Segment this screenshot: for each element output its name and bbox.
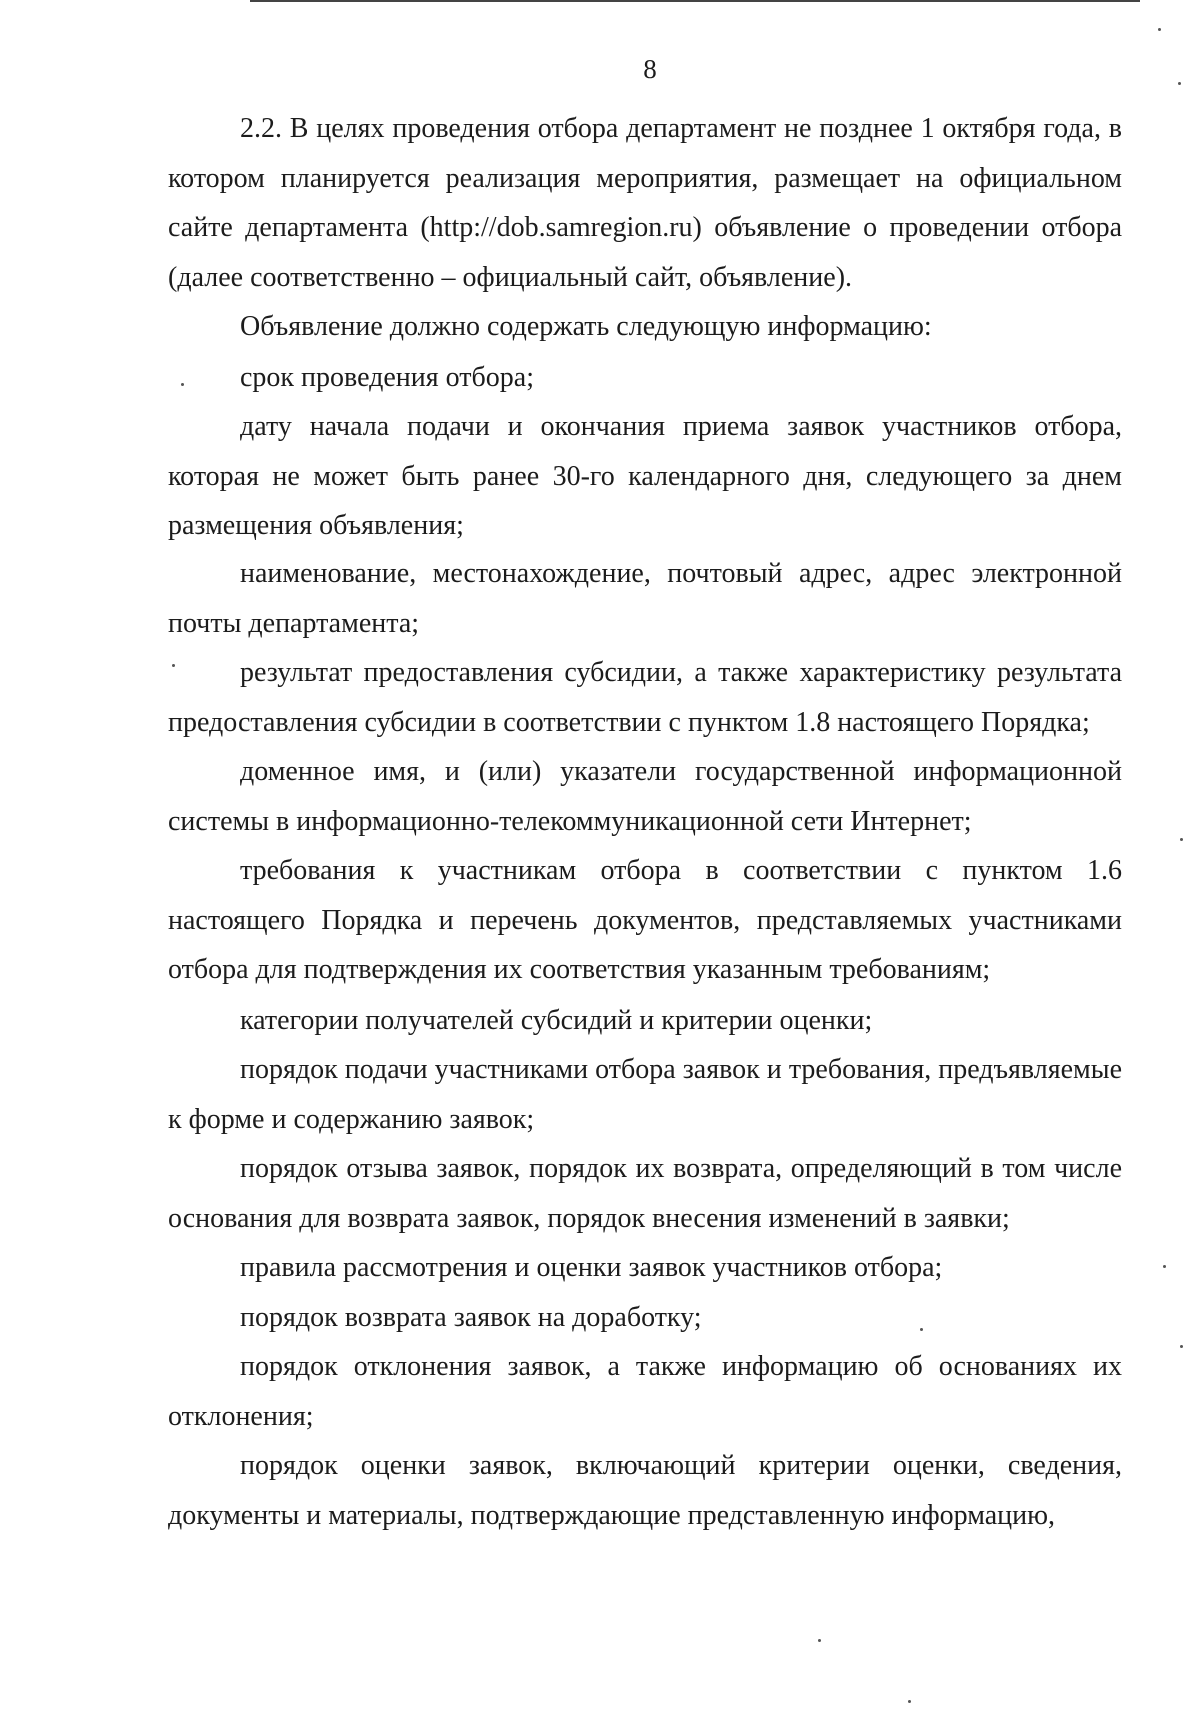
list-item-submission-procedure: порядок подачи участниками отбора заявок и требования, предъявляемые к форме и содержанию заявок;: [168, 1054, 1122, 1135]
list-item-rejection-procedure: порядок отклонения заявок, а также информацию об основаниях их отклонения;: [168, 1351, 1122, 1432]
list-item-application-dates: дату начала подачи и окончания приема заявок участников отбора, которая не может быть ранее 30-го календарного дня, следующего за днем размещения объявления;: [168, 411, 1122, 541]
scan-speck: [818, 1639, 821, 1642]
scan-speck: [1180, 838, 1183, 841]
scan-speck: [181, 383, 184, 386]
list-item-return-for-revision: порядок возврата заявок на доработку;: [240, 1302, 702, 1333]
list-item-recipient-categories: категории получателей субсидий и критерии оценки;: [240, 1005, 873, 1036]
list-item-selection-period: срок проведения отбора;: [240, 362, 534, 393]
page-number: 8: [643, 54, 657, 84]
paragraph-announcement-contents: Объявление должно содержать следующую информацию:: [240, 311, 932, 342]
scan-speck: [908, 1700, 911, 1703]
list-item-domain-name: доменное имя, и (или) указатели государственной информационной системы в информационно-телекоммуникационной сети Интернет;: [168, 756, 1122, 837]
scan-speck: [1180, 1345, 1183, 1348]
scan-speck: [172, 664, 175, 667]
top-border-line: [250, 0, 1140, 2]
list-item-review-rules: правила рассмотрения и оценки заявок участников отбора;: [240, 1252, 943, 1283]
scan-speck: [1178, 82, 1181, 85]
scan-speck: [920, 1328, 923, 1331]
scan-speck: [1163, 1265, 1166, 1268]
list-item-evaluation-procedure: порядок оценки заявок, включающий критерии оценки, сведения, документы и материалы, подтверждающие представленную информацию,: [168, 1450, 1122, 1531]
scan-speck: [1158, 28, 1161, 31]
list-item-subsidy-result: результат предоставления субсидии, а также характеристику результата предоставления субсидии в соответствии с пунктом 1.8 настоящего Порядка;: [168, 657, 1122, 738]
list-item-participant-requirements: требования к участникам отбора в соответствии с пунктом 1.6 настоящего Порядка и перечень документов, представляемых участниками отбора для подтверждения их соответствия указанным требованиям;: [168, 855, 1122, 985]
paragraph-2-2-intro: 2.2. В целях проведения отбора департамент не позднее 1 октября года, в котором планируется реализация мероприятия, размещает на официальном сайте департамента (http://dob.samregion.ru) объявление о проведении отбора (далее соответственно – официальный сайт, объявление).: [168, 113, 1122, 293]
list-item-department-contacts: наименование, местонахождение, почтовый адрес, адрес электронной почты департамента;: [168, 558, 1122, 639]
list-item-withdrawal-procedure: порядок отзыва заявок, порядок их возврата, определяющий в том числе основания для возврата заявок, порядок внесения изменений в заявки;: [168, 1153, 1122, 1234]
